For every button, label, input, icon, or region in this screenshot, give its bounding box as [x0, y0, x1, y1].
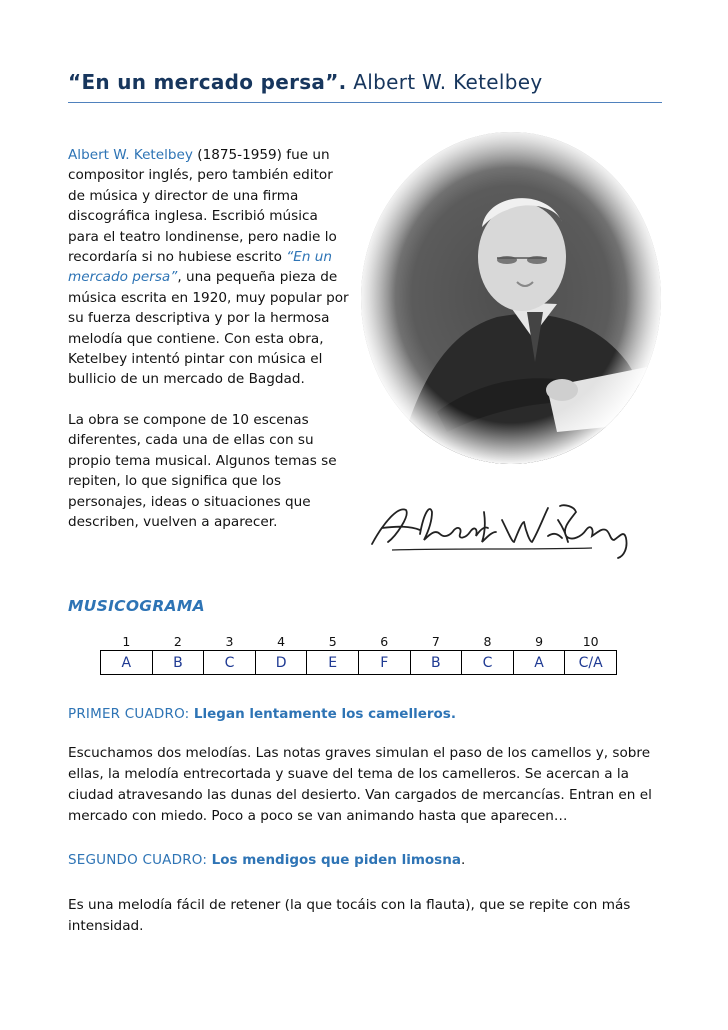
cuadro-2-heading: [68, 852, 465, 868]
cuadro-1-title: Llegan lentamente los camelleros.: [193, 706, 456, 722]
scene-theme: C: [462, 651, 514, 675]
scene-number: 4: [277, 633, 286, 649]
scene-theme: B: [410, 651, 462, 675]
scene-number: 6: [380, 633, 389, 649]
scene-theme: C: [204, 651, 256, 675]
scene-theme: D: [255, 651, 307, 675]
intro-text-part: (1875-1959) fue un compositor inglés, pero también editor de música y director de una firma discográfica inglesa. Escribió música para el teatro londinense, pero nadie lo recordaría si no hubiese escrito: [68, 147, 337, 266]
page-title: [68, 70, 660, 94]
cuadro-1-text: Escuchamos dos melodías. Las notas graves simulan el paso de los camellos y, sobre ellas, la melodía entrecortada y suave del tema de los camelleros. Se acercan a la ciudad atravesando las dunas del desierto. Van cargados de mercancías. Entran en el mercado con miedo. Poco a poco se van animando hasta que aparecen…: [68, 745, 652, 824]
composer-portrait: [357, 132, 665, 472]
musicograma-table: [100, 632, 617, 675]
scene-number: 10: [582, 633, 599, 649]
cuadro-2-text: Es una melodía fácil de retener (la que tocáis con la flauta), que se repite con más intensidad.: [68, 897, 631, 934]
scene-themes-row: [101, 651, 617, 675]
scene-theme: E: [307, 651, 359, 675]
cuadro-2-title-end: .: [460, 852, 466, 868]
scene-number: 5: [328, 633, 337, 649]
scene-theme: C/A: [565, 651, 617, 675]
scene-theme: A: [101, 651, 153, 675]
intro-text: [68, 145, 350, 532]
scene-number: 8: [483, 633, 492, 649]
composer-signature: [362, 492, 638, 562]
title-author: Albert W. Ketelbey: [353, 70, 543, 94]
scene-number: 7: [431, 633, 440, 649]
scene-theme: B: [152, 651, 204, 675]
work-title: “En un mercado persa”: [68, 249, 333, 286]
scene-number: 1: [122, 633, 131, 649]
intro-text-end: , una pequeña pieza de música escrita en 1920, muy popular por su fuerza descriptiva y por la hermosa melodía que contiene. Con esta obra, Ketelbey intentó pintar con música el bullicio de un mercado de Bagdad.: [68, 269, 349, 388]
cuadro-1-label: PRIMER CUADRO:: [68, 706, 194, 722]
intro-paragraph-2: La obra se compone de 10 escenas diferentes, cada una de ellas con su propio tema musical. Algunos temas se repiten, lo que significa que los personajes, ideas o situaciones que describen, vuelven a aparecer.: [68, 411, 337, 530]
scene-numbers-row: [101, 632, 617, 651]
scene-theme: F: [358, 651, 410, 675]
title-underline: [68, 102, 662, 103]
scene-number: 9: [535, 633, 544, 649]
scene-number: 3: [225, 633, 234, 649]
cuadro-2-label: SEGUNDO CUADRO:: [68, 852, 212, 868]
title-work: “En un mercado persa”.: [68, 70, 347, 94]
musicograma-title: MUSICOGRAMA: [68, 597, 205, 615]
cuadro-1-heading: [68, 706, 456, 722]
scene-theme: A: [513, 651, 565, 675]
composer-name: Albert W. Ketelbey: [68, 147, 193, 163]
intro-paragraph-1: [68, 145, 350, 390]
scene-number: 2: [173, 633, 182, 649]
cuadro-2-title: Los mendigos que piden limosna: [211, 852, 461, 868]
